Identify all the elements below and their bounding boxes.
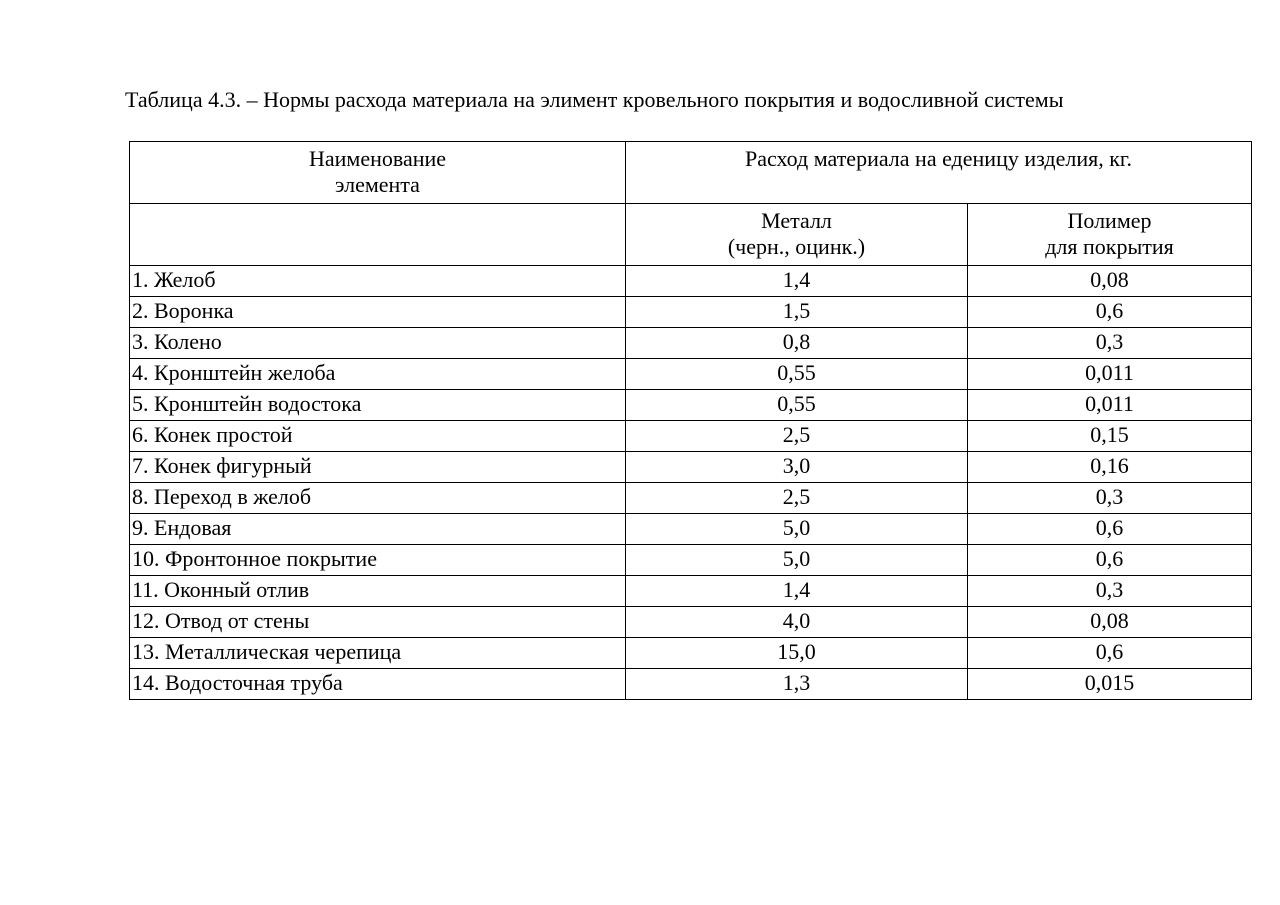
row-name-cell: 14. Водосточная труба	[130, 669, 626, 700]
row-name-cell: 12. Отвод от стены	[130, 607, 626, 638]
table-row	[130, 638, 1252, 669]
row-polymer-cell: 0,6	[968, 297, 1252, 328]
table-row	[130, 359, 1252, 390]
header-consumption: Расход материала на еденицу изделия, кг.	[626, 142, 1252, 204]
row-metal-cell: 0,55	[626, 390, 968, 421]
row-metal-cell: 2,5	[626, 483, 968, 514]
row-polymer-cell: 0,3	[968, 576, 1252, 607]
row-polymer-cell: 0,6	[968, 545, 1252, 576]
row-name-cell: 3. Колено	[130, 328, 626, 359]
table-body	[130, 266, 1252, 700]
row-metal-cell: 1,4	[626, 576, 968, 607]
row-metal-cell: 1,3	[626, 669, 968, 700]
table-row	[130, 266, 1252, 297]
table-row	[130, 514, 1252, 545]
header-row-top	[130, 142, 1252, 204]
row-polymer-cell: 0,011	[968, 359, 1252, 390]
row-name-cell: 5. Кронштейн водостока	[130, 390, 626, 421]
row-polymer-cell: 0,3	[968, 328, 1252, 359]
row-polymer-cell: 0,08	[968, 266, 1252, 297]
row-name-cell: 10. Фронтонное покрытие	[130, 545, 626, 576]
table-row	[130, 390, 1252, 421]
row-metal-cell: 15,0	[626, 638, 968, 669]
row-metal-cell: 5,0	[626, 545, 968, 576]
header-metal-line2: (черн., оцинк.)	[727, 234, 866, 259]
material-norms-table	[129, 141, 1252, 700]
row-name-cell: 6. Конек простой	[130, 421, 626, 452]
row-metal-cell: 0,8	[626, 328, 968, 359]
table-row	[130, 576, 1252, 607]
row-polymer-cell: 0,015	[968, 669, 1252, 700]
row-polymer-cell: 0,08	[968, 607, 1252, 638]
row-polymer-cell: 0,6	[968, 638, 1252, 669]
row-name-cell: 7. Конек фигурный	[130, 452, 626, 483]
table-row	[130, 328, 1252, 359]
table-row	[130, 483, 1252, 514]
row-polymer-cell: 0,15	[968, 421, 1252, 452]
row-polymer-cell: 0,6	[968, 514, 1252, 545]
header-polymer	[968, 204, 1252, 266]
row-metal-cell: 3,0	[626, 452, 968, 483]
row-metal-cell: 1,5	[626, 297, 968, 328]
header-empty-cell	[130, 204, 626, 266]
header-metal	[626, 204, 968, 266]
header-element-name	[130, 142, 626, 204]
table-row	[130, 607, 1252, 638]
row-name-cell: 8. Переход в желоб	[130, 483, 626, 514]
header-polymer-line1: Полимер	[1067, 208, 1152, 233]
row-metal-cell: 2,5	[626, 421, 968, 452]
row-polymer-cell: 0,011	[968, 390, 1252, 421]
row-name-cell: 1. Желоб	[130, 266, 626, 297]
header-polymer-line2: для покрытия	[1045, 234, 1174, 259]
header-metal-line1: Металл	[761, 208, 832, 233]
row-metal-cell: 1,4	[626, 266, 968, 297]
row-name-cell: 13. Металлическая черепица	[130, 638, 626, 669]
row-metal-cell: 5,0	[626, 514, 968, 545]
row-name-cell: 2. Воронка	[130, 297, 626, 328]
header-element-name-line2: элемента	[335, 172, 420, 197]
row-name-cell: 4. Кронштейн желоба	[130, 359, 626, 390]
table-row	[130, 421, 1252, 452]
header-row-sub	[130, 204, 1252, 266]
row-name-cell: 9. Ендовая	[130, 514, 626, 545]
page-title: Таблица 4.3. – Нормы расхода материала на элимент кровельного покрытия и водосливной системы	[125, 87, 1064, 112]
row-metal-cell: 4,0	[626, 607, 968, 638]
table-row	[130, 669, 1252, 700]
row-metal-cell: 0,55	[626, 359, 968, 390]
row-polymer-cell: 0,16	[968, 452, 1252, 483]
header-element-name-line1: Наименование	[308, 146, 447, 171]
table-row	[130, 545, 1252, 576]
table-row	[130, 297, 1252, 328]
table-row	[130, 452, 1252, 483]
row-polymer-cell: 0,3	[968, 483, 1252, 514]
row-name-cell: 11. Оконный отлив	[130, 576, 626, 607]
